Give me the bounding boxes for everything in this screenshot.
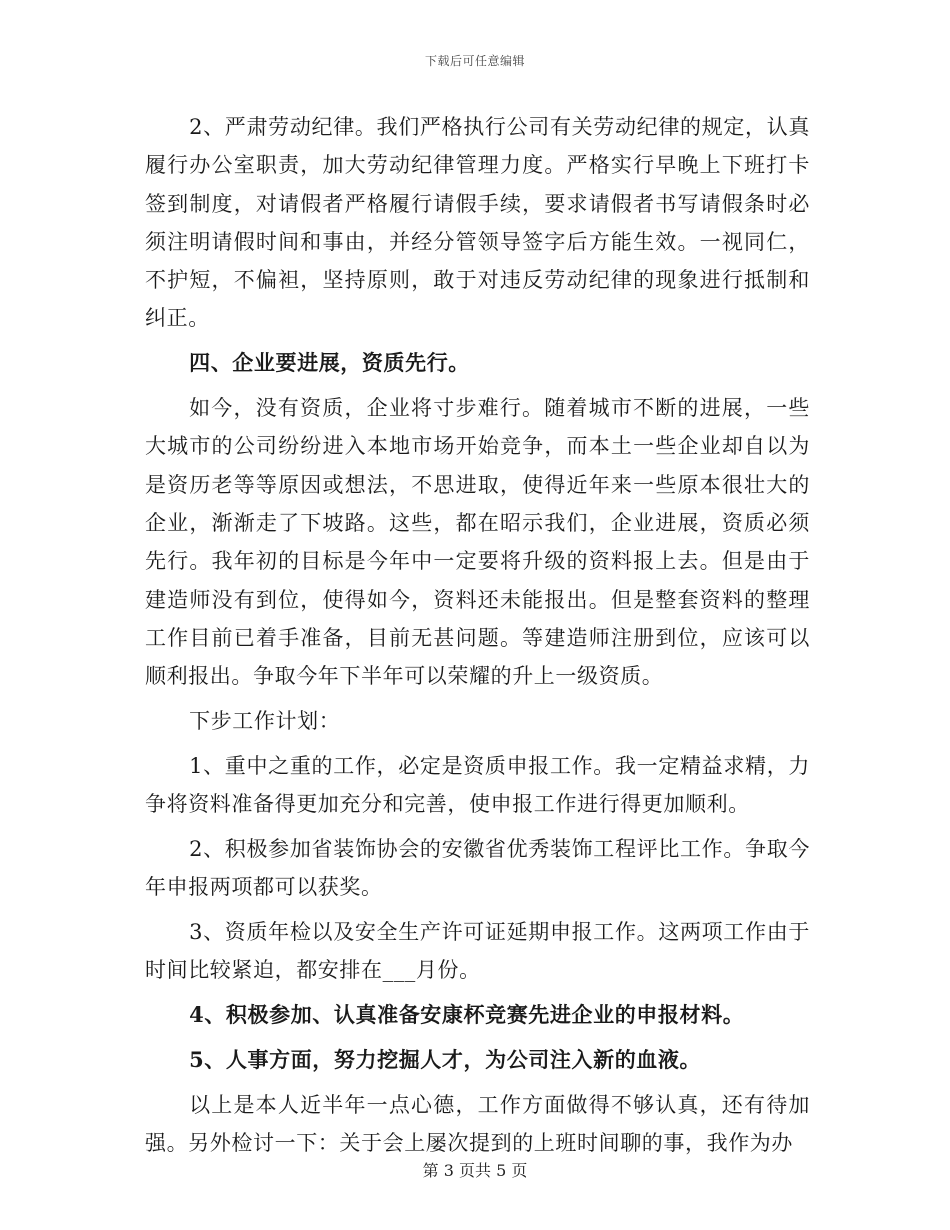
document-body <box>145 108 810 1169</box>
paragraph-next-plan-heading: 下步工作计划： <box>189 708 341 733</box>
page-footer: 第 3 页共 5 页 <box>422 1161 528 1180</box>
paragraph-conclusion: 以上是本人近半年一点心德，工作方面做得不够认真，还有待加强。另外检讨一下：关于会上屡次提到的上班时间聊的事，我作为办 <box>145 1092 810 1155</box>
plan-item-1: 1、重中之重的工作，必定是资质申报工作。我一定精益求精，力争将资料准备得更加充分和完善，使申报工作进行得更加顺利。 <box>145 753 810 817</box>
plan-item-2: 2、积极参加省装饰协会的安徽省优秀装饰工程评比工作。争取今年申报两项都可以获奖。 <box>145 836 810 900</box>
plan-item-4: 4、积极参加、认真准备安康杯竞赛先进企业的申报材料。 <box>189 1002 745 1028</box>
section-heading-qualification: 四、企业要进展，资质先行。 <box>189 350 470 376</box>
paragraph-labor-discipline: 2、严肃劳动纪律。我们严格执行公司有关劳动纪律的规定，认真履行办公室职责，加大劳动纪律管理力度。严格实行早晚上下班打卡签到制度，对请假者严格履行请假手续，要求请假者书写请假条时必须注明请假时间和事由，并经分管领导签字后方能生效。一视同仁，不护短，不偏袒，坚持原则，敢于对违反劳动纪律的现象进行抵制和纠正。 <box>145 115 810 331</box>
plan-item-5: 5、人事方面，努力挖掘人才，为公司注入新的血液。 <box>189 1046 702 1072</box>
page-header: 下载后可任意编辑 <box>424 54 525 68</box>
plan-item-3: 3、资质年检以及安全生产许可证延期申报工作。这两项工作由于时间比较紧迫，都安排在___月份。 <box>145 919 810 983</box>
paragraph-qualification: 如今，没有资质，企业将寸步难行。随着城市不断的进展，一些大城市的公司纷纷进入本地市场开始竞争，而本土一些企业却自以为是资历老等等原因或想法，不思进取，使得近年来一些原本很壮大的企业，渐渐走了下坡路。这些，都在昭示我们，企业进展，资质必须先行。我年初的目标是今年中一定要将升级的资料报上去。但是由于建造师没有到位，使得如今，资料还未能报出。但是整套资料的整理工作目前已着手准备，目前无甚问题。等建造师注册到位，应该可以顺利报出。争取今年下半年可以荣耀的升上一级资质。 <box>145 396 810 689</box>
